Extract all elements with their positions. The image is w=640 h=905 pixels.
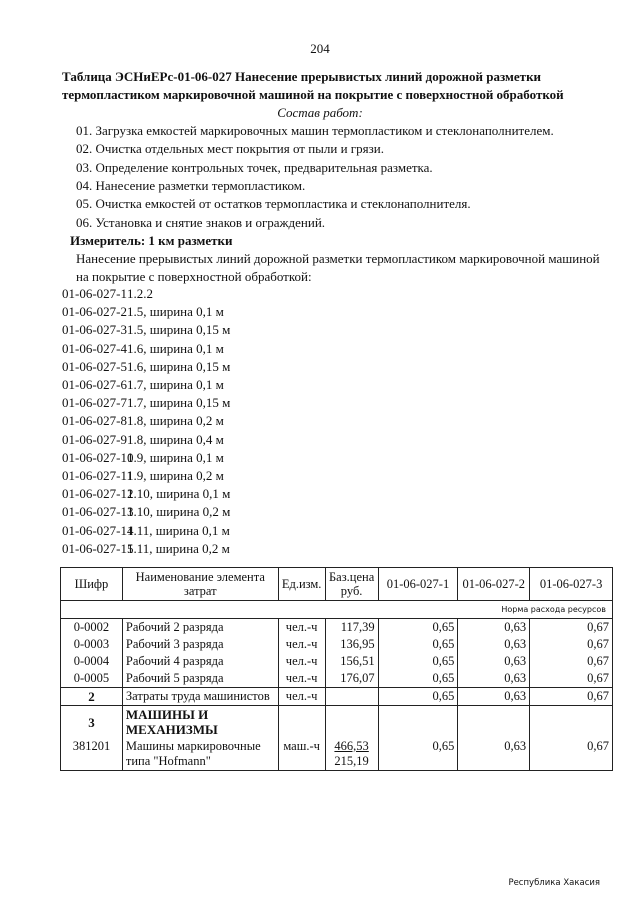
cell-v1: 0,65 [378,653,458,670]
cell-price: 117,39 [325,619,378,637]
cell-v2: 0,63 [458,636,530,653]
table-row-section3 [61,706,613,739]
code-text: 1.2.2 [127,286,153,301]
table-row [61,653,613,670]
code-entry [62,468,224,484]
cell-price: 136,95 [325,636,378,653]
cell-unit: маш.-ч [278,738,325,771]
cell-v2: 0,63 [458,738,530,771]
page-number: 204 [310,41,330,56]
code-text: 1.9, ширина 0,1 м [127,449,224,465]
cell-code: 0-0003 [61,636,123,653]
table-row [61,636,613,653]
cell-v3: 0,67 [530,738,613,771]
code-id: 01-06-027-14 [62,522,134,538]
code-text: 1.10, ширина 0,2 м [127,504,231,520]
cell-unit: чел.-ч [278,636,325,653]
code-entry [62,341,224,357]
cell-v2: 0,63 [458,653,530,670]
code-id: 01-06-027-11 [62,468,134,483]
code-id: 01-06-027-9 [62,431,127,447]
work-item: 06. Установка и снятие знаков и ограждений. [76,214,326,230]
cell-name: Рабочий 3 разряда [122,636,278,653]
cell-price: 156,51 [325,653,378,670]
code-text: 1.8, ширина 0,2 м [127,413,224,429]
table-row [61,670,613,688]
cell-v1: 0,65 [378,738,458,771]
cell-v3: 0,67 [530,688,613,706]
table-title-line2: термопластиком маркировочной машиной на покрытие с поверхностной обработкой [62,87,564,102]
code-entry [62,286,153,302]
description-line2: на покрытие с поверхностной обработкой: [76,269,312,284]
code-text: 1.6, ширина 0,15 м [127,358,231,374]
code-entry [62,541,230,557]
cell-name: Рабочий 5 разряда [122,670,278,688]
subtitle: Состав работ: [277,105,363,120]
code-id: 01-06-027-13 [62,504,134,520]
header-price: Баз.цена руб. [325,568,378,601]
table-title-line1: Таблица ЭСНиЕРс-01-06-027 Нанесение прерывистых линий дорожной разметки [62,69,542,84]
code-text: 1.7, ширина 0,15 м [127,395,231,411]
cell-code: 3 [61,706,123,739]
table-row [61,619,613,637]
cell-name: МАШИНЫ И МЕХАНИЗМЫ [122,706,278,739]
code-entry [62,504,230,520]
code-text: 1.7, ширина 0,1 м [127,377,224,392]
table-row-section2 [61,688,613,706]
code-id: 01-06-027-3 [62,322,127,338]
norm-label: Норма расхода ресурсов [61,601,613,619]
code-entry [62,413,224,429]
table-row-machine [61,738,613,771]
price-main: 466,53 [334,739,369,753]
work-item: 03. Определение контрольных точек, предварительная разметка. [76,159,433,175]
code-text: 1.9, ширина 0,2 м [127,468,224,483]
code-entry [62,359,230,375]
cell-unit: чел.-ч [278,653,325,670]
code-id: 01-06-027-12 [62,486,134,502]
code-text: 1.6, ширина 0,1 м [127,340,224,356]
cell-name: Затраты труда машинистов [122,688,278,706]
cell-price [325,688,378,706]
norm-row [61,601,613,619]
description-line1: Нанесение прерывистых линий дорожной разметки термопластиком маркировочной машиной [76,251,600,266]
cell-v2: 0,63 [458,688,530,706]
code-text: 1.11, ширина 0,1 м [127,522,230,538]
code-entry [62,304,224,320]
header-unit: Ед.изм. [278,568,325,601]
resource-table [60,567,613,771]
cell-code: 2 [61,688,123,706]
cell-v3: 0,67 [530,619,613,637]
code-text: 1.8, ширина 0,4 м [127,431,224,447]
work-item: 01. Загрузка емкостей маркировочных машин термопластиком и стеклонаполнителем. [76,123,554,138]
code-id: 01-06-027-1 [62,286,127,301]
cell-name: Машины маркировочные типа "Hofmann" [122,738,278,771]
cell-v2: 0,63 [458,619,530,637]
code-entry [62,432,224,448]
code-entry [62,395,230,411]
cell-unit: чел.-ч [278,688,325,706]
work-item: 04. Нанесение разметки термопластиком. [76,177,306,193]
code-entry [62,523,230,539]
cell-v2: 0,63 [458,670,530,688]
cell-v1: 0,65 [378,636,458,653]
measure-unit: Измеритель: 1 км разметки [70,233,233,248]
code-text: 1.10, ширина 0,1 м [127,486,231,502]
table-header-row [61,568,613,601]
code-text: 1.5, ширина 0,1 м [127,304,224,320]
cell-unit: чел.-ч [278,670,325,688]
cell-unit: чел.-ч [278,619,325,637]
code-id: 01-06-027-15 [62,540,134,556]
code-entry [62,450,224,466]
cell-name: Рабочий 4 разряда [122,653,278,670]
cell-code: 0-0002 [61,619,123,637]
code-id: 01-06-027-6 [62,377,127,392]
cell-code: 381201 [61,738,123,771]
code-text: 1.11, ширина 0,2 м [127,540,230,556]
cell-v3: 0,67 [530,653,613,670]
code-entry [62,322,230,338]
cell-v1: 0,65 [378,688,458,706]
price-secondary: 215,19 [334,754,369,768]
cell-code: 0-0005 [61,670,123,688]
code-entry [62,486,230,502]
cell-name: Рабочий 2 разряда [122,619,278,637]
code-id: 01-06-027-10 [62,449,134,465]
code-text: 1.5, ширина 0,15 м [127,322,231,338]
code-id: 01-06-027-5 [62,358,127,374]
work-item: 02. Очистка отдельных мест покрытия от пыли и грязи. [76,141,384,157]
code-id: 01-06-027-2 [62,304,127,320]
code-id: 01-06-027-7 [62,395,127,411]
cell-price: 176,07 [325,670,378,688]
cell-v1: 0,65 [378,670,458,688]
header-col1: 01-06-027-1 [378,568,458,601]
cell-v3: 0,67 [530,636,613,653]
cell-code: 0-0004 [61,653,123,670]
cell-v1: 0,65 [378,619,458,637]
header-name: Наименование элемента затрат [122,568,278,601]
header-col2: 01-06-027-2 [458,568,530,601]
code-id: 01-06-027-4 [62,340,127,356]
header-col3: 01-06-027-3 [530,568,613,601]
cell-price [325,738,378,771]
code-entry [62,377,224,393]
footer-region: Республика Хакасия [508,878,600,888]
code-id: 01-06-027-8 [62,413,127,429]
header-code: Шифр [61,568,123,601]
cell-v3: 0,67 [530,670,613,688]
work-item: 05. Очистка емкостей от остатков термопластика и стеклонаполнителя. [76,196,471,212]
